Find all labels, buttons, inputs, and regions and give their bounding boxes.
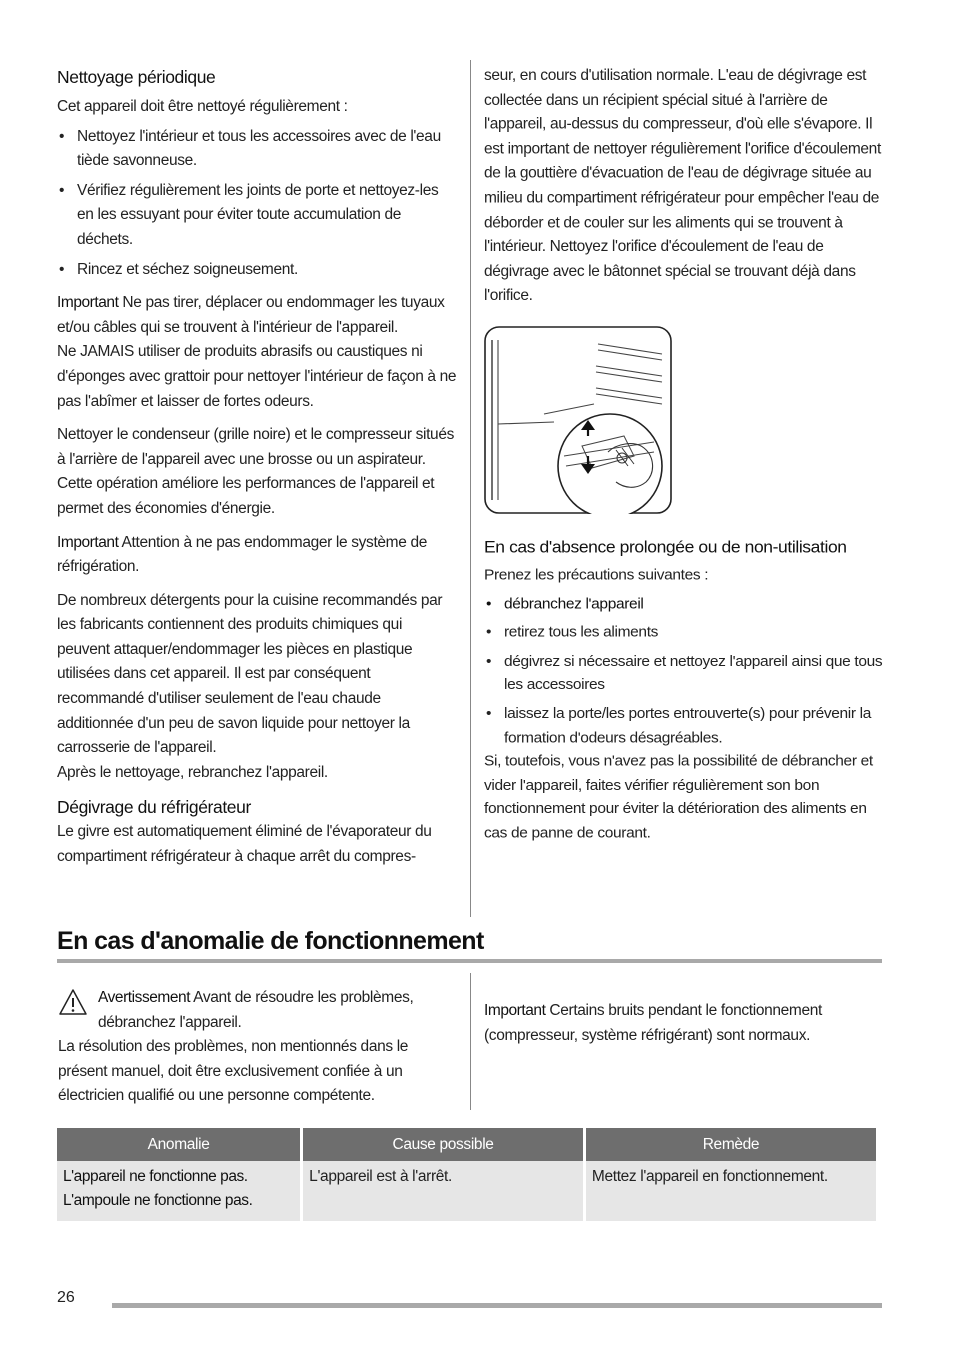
precautions-intro: Prenez les précautions suivantes : <box>484 566 709 584</box>
resolution-block <box>58 1035 448 1109</box>
resolution-text: La résolution des problèmes, non mentionnés dans le présent manuel, doit être exclusivement confiée à un électricien qualifié ou une personne compétente. <box>58 1038 409 1105</box>
defrost-text-start: Le givre est automatiquement éliminé de l'évaporateur du compartiment réfrigérateur à chaque arrêt du compres- <box>57 823 432 866</box>
heading-cleaning: Nettoyage périodique <box>57 67 216 87</box>
column-divider <box>470 973 471 1110</box>
cleaning-list <box>57 125 457 283</box>
column-header-cause: Cause possible <box>303 1128 583 1161</box>
column-header-anomaly: Anomalie <box>57 1128 300 1161</box>
list-item: • débranchez l'appareil <box>484 593 884 617</box>
left-column <box>57 64 457 870</box>
after-cleaning-text: Après le nettoyage, rebranchez l'appareil. <box>57 763 328 781</box>
important-note-hoses: Important Ne pas tirer, déplacer ou endommager les tuyaux et/ou câbles qui se trouvent à l'intérieur de l'appareil. <box>57 294 445 336</box>
footer-rule <box>112 1303 882 1308</box>
absence-list <box>484 593 884 751</box>
list-item: • laissez la porte/les portes entrouverte(s) pour prévenir la formation d'odeurs désagréables. <box>484 703 884 751</box>
list-item: • Nettoyez l'intérieur et tous les accessoires avec de l'eau tiède savonneuse. <box>57 125 457 174</box>
list-item: • dégivrez si nécessaire et nettoyez l'appareil ainsi que tous les accessoires <box>484 650 884 698</box>
list-item: • retirez tous les aliments <box>484 621 884 645</box>
condenser-text: Nettoyer le condenseur (grille noire) et le compresseur situés à l'arrière de l'appareil avec une brosse ou un aspirateur. Cette opération améliore les performances de l'appareil et permet des économies d'énergie. <box>57 426 454 517</box>
cause-cell: L'appareil est à l'arrêt. <box>303 1161 583 1221</box>
important-label: Important <box>57 533 119 551</box>
absence-note: Si, toutefois, vous n'avez pas la possibilité de débrancher et vider l'appareil, faites vérifier régulièrement son bon fonctionnement pour éviter la détérioration des aliments en cas de panne de courant. <box>484 753 873 842</box>
remedy-cell: Mettez l'appareil en fonctionnement. <box>586 1161 876 1221</box>
heading-defrost: Dégivrage du réfrigérateur <box>57 797 251 818</box>
list-item: • Rincez et séchez soigneusement. <box>57 258 457 283</box>
column-header-remedy: Remède <box>586 1128 876 1161</box>
detergents-text: De nombreux détergents pour la cuisine recommandés par les fabricants contiennent des produits chimiques qui peuvent attaquer/endommager les pièces en plastique utilisées dans cet appareil. Il est par conséquent recommandé d'utiliser seulement de l'eau chaude additionnée d'un peu de savon liquide pour nettoyer la carrosserie de l'appareil. <box>57 591 443 757</box>
defrost-text-cont: seur, en cours d'utilisation normale. L'eau de dégivrage est collectée dans un récipient spécial situé à l'arrière de l'appareil, au-dessus du compresseur, d'où elle s'évapore. Il est important de nettoyer régulièrement l'orifice d'écoulement de la gouttière d'évacuation de l'eau de dégivrage située au milieu du compartiment réfrigérateur pour empêcher l'eau de déborder et de couler sur les aliments qui se trouvent à l'intérieur. Nettoyez l'orifice d'écoulement de l'eau de dégivrage avec le bâtonnet spécial se trouvant déjà dans l'orifice. <box>484 66 881 305</box>
right-column-lower <box>484 534 884 846</box>
warning-text: Avertissement Avant de résoudre les problèmes, débranchez l'appareil. <box>98 989 414 1031</box>
section-rule <box>57 959 882 963</box>
cleaning-intro: Cet appareil doit être nettoyé régulièrement : <box>57 98 348 115</box>
warning-block <box>98 986 443 1035</box>
page-number: 26 <box>57 1289 75 1306</box>
important-noise-text: Important Certains bruits pendant le fonctionnement (compresseur, système réfrigérant) sont normaux. <box>484 1002 822 1044</box>
warning-label: Avertissement <box>98 989 191 1006</box>
important-label: Important <box>57 294 119 312</box>
heading-absence: En cas d'absence prolongée ou de non-utilisation <box>484 536 847 557</box>
list-item: • Vérifiez régulièrement les joints de porte et nettoyez-les en les essuyant pour éviter toute accumulation de déchets. <box>57 179 457 253</box>
right-column <box>484 64 884 309</box>
important-noise-block <box>484 999 884 1048</box>
defrost-drain-illustration <box>484 326 672 514</box>
warning-triangle-icon <box>58 988 88 1016</box>
abrasive-warning: Ne JAMAIS utiliser de produits abrasifs ou caustiques ni d'éponges avec grattoir pour nettoyer l'intérieur de façon à ne pas l'abîmer et laisser de fortes odeurs. <box>57 343 457 410</box>
important-label: Important <box>484 1002 546 1019</box>
troubleshooting-table <box>54 1128 879 1221</box>
anomaly-cell: L'appareil ne fonctionne pas. L'ampoule ne fonctionne pas. <box>57 1161 300 1221</box>
table-header-row <box>57 1128 876 1161</box>
section-title: En cas d'anomalie de fonctionnement <box>57 927 484 955</box>
important-note-refrigeration: Important Attention à ne pas endommager le système de réfrigération. <box>57 533 428 576</box>
column-divider <box>470 60 471 917</box>
table-row <box>57 1161 876 1221</box>
